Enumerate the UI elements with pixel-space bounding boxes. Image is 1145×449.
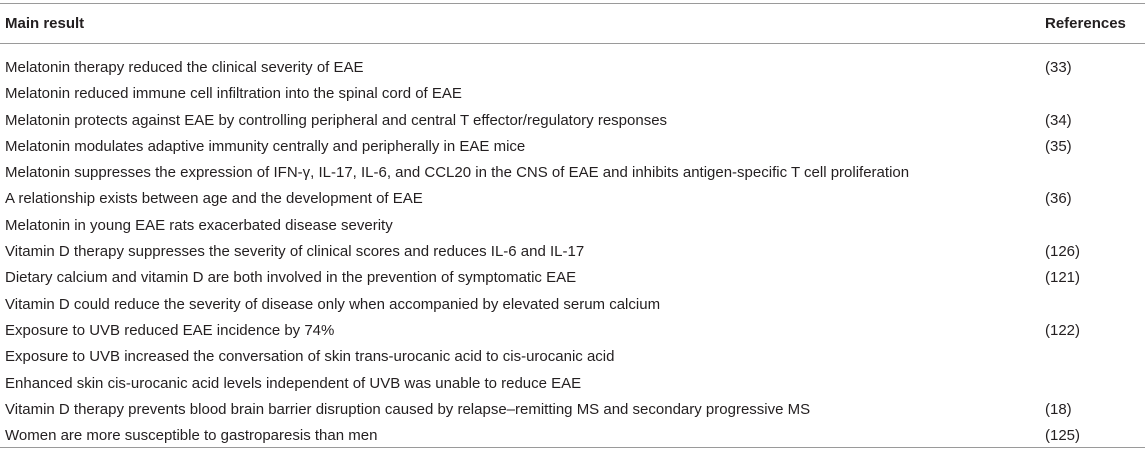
- table-row: [0, 239, 1145, 265]
- cell-main-result: Melatonin modulates adaptive immunity centrally and peripherally in EAE mice: [5, 137, 526, 155]
- cell-main-result: Melatonin protects against EAE by controlling peripheral and central T effector/regulatory responses: [5, 111, 668, 129]
- table-row: [0, 371, 1145, 397]
- cell-main-result: A relationship exists between age and the development of EAE: [5, 190, 423, 208]
- cell-reference: (35): [1045, 137, 1072, 155]
- table-row: [0, 397, 1145, 423]
- table-row: [0, 108, 1145, 134]
- table-row: [0, 160, 1145, 186]
- cell-main-result: Exposure to UVB reduced EAE incidence by 74%: [5, 321, 335, 339]
- cell-reference: (126): [1045, 243, 1081, 261]
- cell-reference: (125): [1045, 427, 1081, 445]
- cell-main-result: Melatonin therapy reduced the clinical severity of EAE: [5, 59, 364, 76]
- cell-reference: (121): [1045, 269, 1081, 287]
- table-row: [0, 318, 1145, 344]
- cell-main-result: Melatonin suppresses the expression of IFN-γ, IL-17, IL-6, and CCL20 in the CNS of EAE and inhibits antigen-specific T cell proliferation: [5, 164, 910, 182]
- cell-main-result: Enhanced skin cis-urocanic acid levels independent of UVB was unable to reduce EAE: [5, 374, 582, 392]
- cell-main-result: Vitamin D could reduce the severity of disease only when accompanied by elevated serum calcium: [5, 295, 661, 313]
- cell-main-result: Melatonin in young EAE rats exacerbated disease severity: [5, 216, 393, 234]
- cell-reference: (34): [1045, 111, 1072, 129]
- cell-main-result: Vitamin D therapy prevents blood brain barrier disruption caused by relapse–remitting MS and secondary progressive MS: [5, 400, 811, 418]
- header-references: References: [1045, 15, 1126, 32]
- cell-main-result: Women are more susceptible to gastroparesis than men: [5, 427, 378, 445]
- table-header-row: [0, 4, 1145, 43]
- cell-main-result: Melatonin reduced immune cell infiltration into the spinal cord of EAE: [5, 85, 462, 103]
- cell-reference: (122): [1045, 321, 1081, 339]
- table-body: [0, 55, 1145, 449]
- table-row: [0, 213, 1145, 239]
- table-row: [0, 344, 1145, 370]
- table-row: [0, 55, 1145, 81]
- table-row: [0, 265, 1145, 291]
- cell-reference: (18): [1045, 400, 1072, 418]
- table-row: [0, 186, 1145, 212]
- header-main-result: Main result: [5, 15, 85, 32]
- table-row: [0, 292, 1145, 318]
- table-row: [0, 134, 1145, 160]
- cell-main-result: Vitamin D therapy suppresses the severity of clinical scores and reduces IL-6 and IL-17: [5, 243, 585, 261]
- cell-reference: (33): [1045, 59, 1072, 76]
- table-bottom-rule: [0, 447, 1145, 448]
- cell-main-result: Exposure to UVB increased the conversation of skin trans-urocanic acid to cis-urocanic acid: [5, 348, 615, 366]
- cell-reference: (36): [1045, 190, 1072, 208]
- cell-main-result: Dietary calcium and vitamin D are both involved in the prevention of symptomatic EAE: [5, 269, 577, 287]
- table-row: [0, 423, 1145, 449]
- table-row: [0, 81, 1145, 107]
- table-header-rule: [0, 43, 1145, 44]
